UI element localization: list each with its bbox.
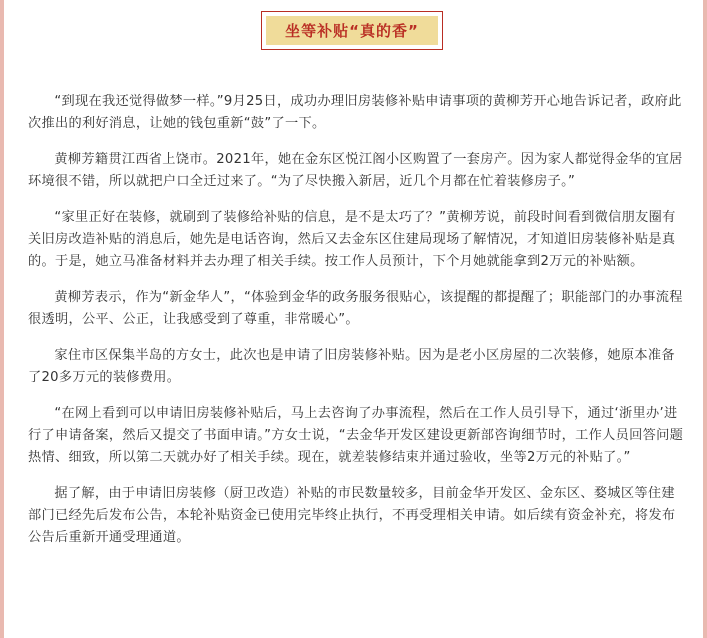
article-body (28, 91, 684, 563)
paragraph-4: 黄柳芳表示，作为“新金华人”，“体验到金华的政务服务很贴心，该提醒的都提醒了；职能部门的办事流程很透明，公平、公正，让我感受到了尊重，非常暖心”。 (28, 290, 683, 327)
paragraph-3: “家里正好在装修，就刷到了装修给补贴的信息，是不是太巧了？”黄柳芳说，前段时间看到微信朋友圈有关旧房改造补贴的消息后，她先是电话咨询，然后又去金东区住建局现场了解情况，才知道旧房装修补贴是真的。于是，她立马准备材料并去办理了相关手续。按工作人员预计，下个月她就能拿到2万元的补贴额。 (28, 210, 676, 269)
title-box-fill (266, 16, 438, 45)
paragraph-1: “到现在我还觉得做梦一样。”9月25日，成功办理旧房装修补贴申请事项的黄柳芳开心地告诉记者，政府此次推出的利好消息，让她的钱包重新“鼓”了一下。 (28, 94, 682, 131)
paragraph-2: 黄柳芳籍贯江西省上饶市。2021年，她在金东区悦江阁小区购置了一套房产。因为家人都觉得金华的宜居环境很不错，所以就把户口全迁过来了。“为了尽快搬入新居，近几个月都在忙着装修房子。” (28, 152, 683, 189)
title-box (261, 11, 443, 50)
paragraph-5: 家住市区保集半岛的方女士，此次也是申请了旧房装修补贴。因为是老小区房屋的二次装修，她原本准备了20多万元的装修费用。 (28, 348, 675, 385)
paragraph-7: 据了解，由于申请旧房装修（厨卫改造）补贴的市民数量较多，目前金华开发区、金东区、婺城区等住建部门已经先后发布公告，本轮补贴资金已使用完毕终止执行，不再受理相关申请。如后续有资金补充，将发布公告后重新开通受理通道。 (28, 486, 676, 545)
section-title: 坐等补贴“真的香” (285, 22, 419, 40)
paragraph-6: “在网上看到可以申请旧房装修补贴后，马上去咨询了办事流程，然后在工作人员引导下，通过‘浙里办’进行了申请备案，然后又提交了书面申请。”方女士说，“去金华开发区建设更新部咨询细节时，工作人员回答问题热情、细致，所以第二天就办好了相关手续。现在，就差装修结束并通过验收，坐等2万元的补贴了。” (28, 406, 684, 465)
